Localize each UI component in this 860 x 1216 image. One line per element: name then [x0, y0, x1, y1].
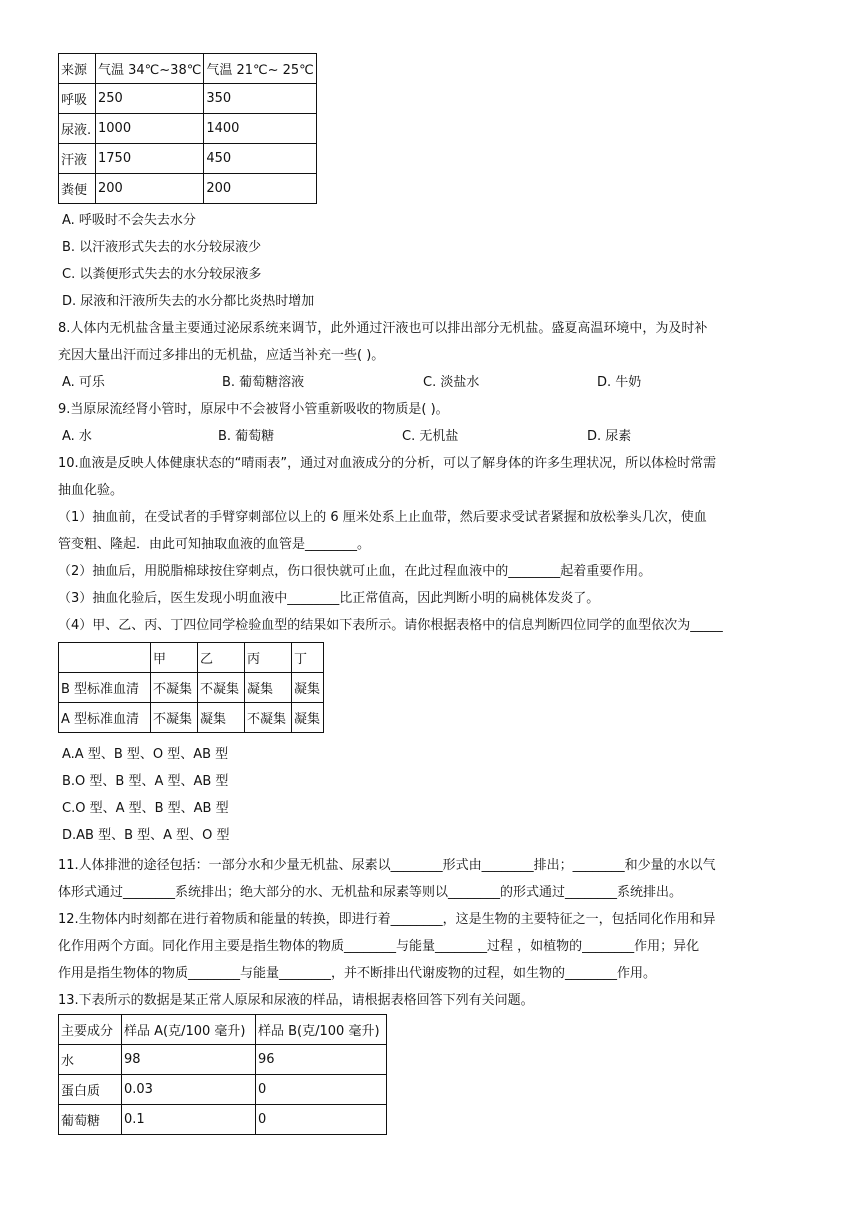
table-cell: 凝集 — [292, 703, 324, 733]
table-row — [59, 54, 317, 84]
table-cell: 尿液. — [59, 114, 96, 144]
q10-stem-line-2: 抽血化验。 — [58, 483, 124, 498]
table-row — [59, 1045, 387, 1075]
table-header-cell: 丁 — [292, 643, 324, 673]
q10-part-4: （4）甲、乙、丙、丁四位同学检验血型的结果如下表所示。请你根据表格中的信息判断四位同学的血型依次为_____ — [58, 618, 723, 633]
table-header-cell: 来源 — [59, 54, 96, 84]
q13-stem: 13.下表所示的数据是某正常人原尿和尿液的样品，请根据表格回答下列有关问题。 — [58, 993, 534, 1008]
q9-option-d: D. 尿素 — [587, 429, 632, 444]
q8-option-b: B. 葡萄糖溶液 — [222, 375, 305, 390]
table-cell: 0 — [256, 1105, 387, 1135]
table-cell: 96 — [256, 1045, 387, 1075]
table-cell: 蛋白质 — [59, 1075, 122, 1105]
table-cell: 葡萄糖 — [59, 1105, 122, 1135]
table-cell: 凝集 — [198, 703, 245, 733]
table-cell: 98 — [122, 1045, 256, 1075]
table-cell: 450 — [204, 144, 316, 174]
table-header-cell — [59, 643, 151, 673]
table-header-cell: 样品 A(克/100 毫升) — [122, 1015, 256, 1045]
table-row — [59, 643, 324, 673]
q8-stem-line-2: 充因大量出汗而过多排出的无机盐，应适当补充一些( )。 — [58, 348, 385, 363]
table-header-cell: 样品 B(克/100 毫升) — [256, 1015, 387, 1045]
table-cell: 0 — [256, 1075, 387, 1105]
q9-option-c: C. 无机盐 — [402, 429, 459, 444]
q10-option-a: A.A 型、B 型、O 型、AB 型 — [62, 747, 229, 762]
water-loss-table — [58, 53, 317, 204]
q7-option-b: B. 以汗液形式失去的水分较尿液少 — [62, 240, 262, 255]
q10-stem-line-1: 10.血液是反映人体健康状态的“晴雨表”，通过对血液成分的分析，可以了解身体的许多生理状况，所以体检时常需 — [58, 456, 717, 471]
q10-part-3: （3）抽血化验后，医生发现小明血液中________比正常值高，因此判断小明的扁桃体发炎了。 — [58, 591, 600, 606]
table-row — [59, 1105, 387, 1135]
table-cell: A 型标准血清 — [59, 703, 151, 733]
q11-line-2: 体形式通过________系统排出；绝大部分的水、无机盐和尿素等则以________的形式通过________系统排出。 — [58, 885, 683, 900]
table-cell: 0.03 — [122, 1075, 256, 1105]
table-cell: 粪便 — [59, 174, 96, 204]
table-header-cell: 甲 — [151, 643, 198, 673]
q10-option-d: D.AB 型、B 型、A 型、O 型 — [62, 828, 230, 843]
table-cell: 200 — [204, 174, 316, 204]
q12-line-2: 化作用两个方面。同化作用主要是指生物体的物质________与能量________过程 ，如植物的________作用；异化 — [58, 939, 700, 954]
table-header-cell: 主要成分 — [59, 1015, 122, 1045]
table-cell: B 型标准血清 — [59, 673, 151, 703]
table-cell: 凝集 — [292, 673, 324, 703]
q10-option-c: C.O 型、A 型、B 型、AB 型 — [62, 801, 229, 816]
table-row — [59, 144, 317, 174]
table-header-cell: 乙 — [198, 643, 245, 673]
q8-stem-line-1: 8.人体内无机盐含量主要通过泌尿系统来调节，此外通过汗液也可以排出部分无机盐。盛夏高温环境中，为及时补 — [58, 321, 708, 336]
table-row — [59, 703, 324, 733]
table-cell: 凝集 — [245, 673, 292, 703]
table-cell: 呼吸 — [59, 84, 96, 114]
table-cell: 1750 — [96, 144, 204, 174]
table-header-cell: 丙 — [245, 643, 292, 673]
table-header-cell: 气温 34℃~38℃ — [96, 54, 204, 84]
table-cell: 350 — [204, 84, 316, 114]
table-cell: 1000 — [96, 114, 204, 144]
table-cell: 250 — [96, 84, 204, 114]
q9-option-b: B. 葡萄糖 — [218, 429, 275, 444]
q8-option-c: C. 淡盐水 — [423, 375, 480, 390]
q9-option-a: A. 水 — [62, 429, 92, 444]
q7-option-a: A. 呼吸时不会失去水分 — [62, 213, 196, 228]
urine-sample-table — [58, 1014, 387, 1135]
blood-type-table — [58, 642, 324, 733]
table-cell: 不凝集 — [151, 673, 198, 703]
q11-line-1: 11.人体排泄的途径包括：一部分水和少量无机盐、尿素以________形式由________排出；________和少量的水以气 — [58, 858, 716, 873]
table-cell: 0.1 — [122, 1105, 256, 1135]
table-cell: 200 — [96, 174, 204, 204]
table-cell: 水 — [59, 1045, 122, 1075]
q10-part-2: （2）抽血后，用脱脂棉球按住穿刺点，伤口很快就可止血，在此过程血液中的________起着重要作用。 — [58, 564, 652, 579]
q10-option-b: B.O 型、B 型、A 型、AB 型 — [62, 774, 229, 789]
q10-part-1-line-2: 管变粗、隆起．由此可知抽取血液的血管是________。 — [58, 537, 371, 552]
table-row — [59, 1015, 387, 1045]
q9-stem: 9.当原尿流经肾小管时，原尿中不会被肾小管重新吸收的物质是( )。 — [58, 402, 449, 417]
q12-line-3: 作用是指生物体的物质________与能量________，并不断排出代谢废物的过程，如生物的________作用。 — [58, 966, 657, 981]
q7-option-d: D. 尿液和汗液所失去的水分都比炎热时增加 — [62, 294, 315, 309]
q7-option-c: C. 以粪便形式失去的水分较尿液多 — [62, 267, 262, 282]
table-cell: 不凝集 — [198, 673, 245, 703]
table-row — [59, 174, 317, 204]
q12-line-1: 12.生物体内时刻都在进行着物质和能量的转换，即进行着________，这是生物的主要特征之一，包括同化作用和异 — [58, 912, 716, 927]
q10-part-1-line-1: （1）抽血前，在受试者的手臂穿刺部位以上的 6 厘米处系上止血带，然后要求受试者紧握和放松拳头几次，使血 — [58, 510, 707, 525]
table-row — [59, 1075, 387, 1105]
table-row — [59, 673, 324, 703]
table-row — [59, 84, 317, 114]
table-cell: 汗液 — [59, 144, 96, 174]
q8-option-d: D. 牛奶 — [597, 375, 642, 390]
q8-option-a: A. 可乐 — [62, 375, 105, 390]
table-cell: 不凝集 — [245, 703, 292, 733]
table-cell: 1400 — [204, 114, 316, 144]
table-row — [59, 114, 317, 144]
table-cell: 不凝集 — [151, 703, 198, 733]
table-header-cell: 气温 21℃~ 25℃ — [204, 54, 316, 84]
